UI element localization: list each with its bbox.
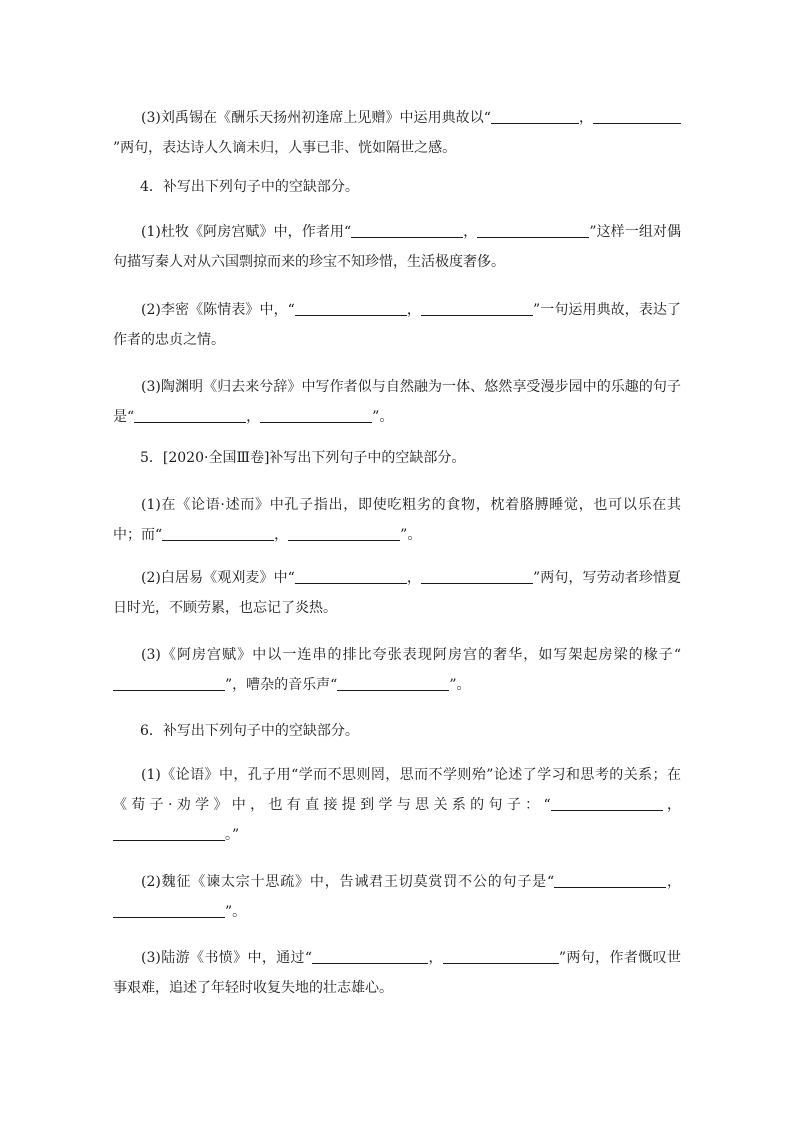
- answer-blank[interactable]: [113, 903, 225, 918]
- q4-sentence-1: [113, 217, 681, 277]
- answer-blank[interactable]: [554, 873, 666, 888]
- answer-blank[interactable]: [443, 949, 559, 964]
- q4-s1-text-b: ”这样一组对偶句描写秦人对从六国剽掠而来的珍宝不知珍惜，生活极度奢侈。: [113, 224, 681, 270]
- q4-sentence-3: [113, 372, 681, 432]
- q4-sentence-2: [113, 295, 681, 355]
- q6-s1-text-a: (1)《论语》中，孔子用“学而不思则罔，思而不学则殆”论述了学习和思考的关系；在《荀子·劝学》中，也有直接提到学与思关系的句子：“: [113, 767, 681, 813]
- q5-s1-text-b: ”。: [400, 527, 422, 543]
- answer-blank[interactable]: [477, 223, 589, 238]
- q3-s3-text-c: 两句，表达诗人久谪未归，人事已非、恍如隔世之感。: [120, 140, 457, 156]
- q4-s3-text-b: ”。: [372, 409, 394, 425]
- answer-blank[interactable]: [337, 676, 449, 691]
- answer-blank[interactable]: [113, 826, 225, 841]
- q6-s1-text-b: 。”: [225, 827, 240, 843]
- comma: ，: [246, 409, 261, 425]
- q5-sentence-2: [113, 563, 681, 623]
- comma: ，: [274, 527, 289, 543]
- q4-heading: 4．补写出下列句子中的空缺部分。: [140, 179, 359, 195]
- q4-s2-text-a: (2)李密《陈情表》中，“: [141, 302, 295, 318]
- q5-s3-text-a: (3)《阿房宫赋》中以一连串的排比夸张表现阿房宫的奢华，如写架起房梁的椽子“: [141, 647, 681, 663]
- q6-sentence-2: [113, 867, 681, 927]
- answer-blank[interactable]: [113, 676, 225, 691]
- q5-s3-text-b: ”，嘈杂的音乐声“: [225, 677, 338, 693]
- q6-s3-text-b: ”两句，作者慨叹世事艰难，追述了年轻时收复失地的壮志雄心。: [113, 950, 681, 996]
- q6-s3-text-a: (3)陆游《书愤》中，通过“: [141, 950, 313, 966]
- answer-blank[interactable]: [421, 569, 533, 584]
- q3-s3-text-a: (3)刘禹锡在《酬乐天扬州初逢席上见赠》中运用典故以“: [141, 110, 491, 126]
- q6-s2-text-a: (2)魏征《谏太宗十思疏》中，告诫君王切莫赏罚不公的句子是“: [141, 874, 555, 890]
- comma: ，: [463, 224, 478, 240]
- q3-sentence-3: [113, 103, 681, 163]
- q5-s2-text-b: ”两句，写劳动者珍惜夏日时光，不顾劳累，也忘记了炎热。: [113, 570, 681, 616]
- answer-blank[interactable]: [260, 408, 372, 423]
- answer-blank[interactable]: [421, 301, 533, 316]
- answer-blank[interactable]: [351, 223, 463, 238]
- q6-sentence-1: [113, 760, 681, 850]
- q4-s1-text-a: (1)杜牧《阿房宫赋》中，作者用“: [141, 224, 352, 240]
- comma: ，: [406, 570, 421, 586]
- answer-blank[interactable]: [134, 408, 246, 423]
- q4-s2-text-b: ”一句运用典故，表达了作者的忠贞之情。: [113, 302, 681, 348]
- q5-sentence-3: [113, 640, 681, 700]
- q6-heading: 6．补写出下列句子中的空缺部分。: [140, 723, 359, 739]
- q5-s3-text-c: ”。: [449, 677, 471, 693]
- comma: ，: [662, 797, 682, 813]
- answer-blank[interactable]: [593, 109, 681, 124]
- answer-blank[interactable]: [551, 796, 663, 811]
- q6-sentence-3: [113, 943, 681, 1003]
- q5-sentence-1: [113, 490, 681, 550]
- answer-blank[interactable]: [162, 526, 274, 541]
- answer-blank[interactable]: [312, 949, 428, 964]
- q5-s2-text-a: (2)白居易《观刈麦》中“: [141, 570, 295, 586]
- comma: ，: [578, 110, 593, 126]
- q6-s2-text-b: ”。: [225, 904, 247, 920]
- answer-blank[interactable]: [288, 526, 400, 541]
- comma: ，: [428, 950, 443, 966]
- q5-s1-text-a: (1)在《论语·述而》中孔子指出，即使吃粗劣的食物，枕着胳膊睡觉，也可以乐在其中；而“: [113, 497, 681, 543]
- comma: ，: [406, 302, 421, 318]
- q3-s3-text-b: ”: [113, 140, 121, 156]
- answer-blank[interactable]: [491, 109, 579, 124]
- q5-heading: 5．[2020·全国Ⅲ卷]补写出下列句子中的空缺部分。: [140, 450, 466, 466]
- comma: ，: [666, 874, 681, 890]
- q4-s3-text-a: (3)陶渊明《归去来兮辞》中写作者似与自然融为一体、悠然享受漫步园中的乐趣的句子是“: [113, 379, 681, 425]
- answer-blank[interactable]: [295, 301, 407, 316]
- answer-blank[interactable]: [295, 569, 407, 584]
